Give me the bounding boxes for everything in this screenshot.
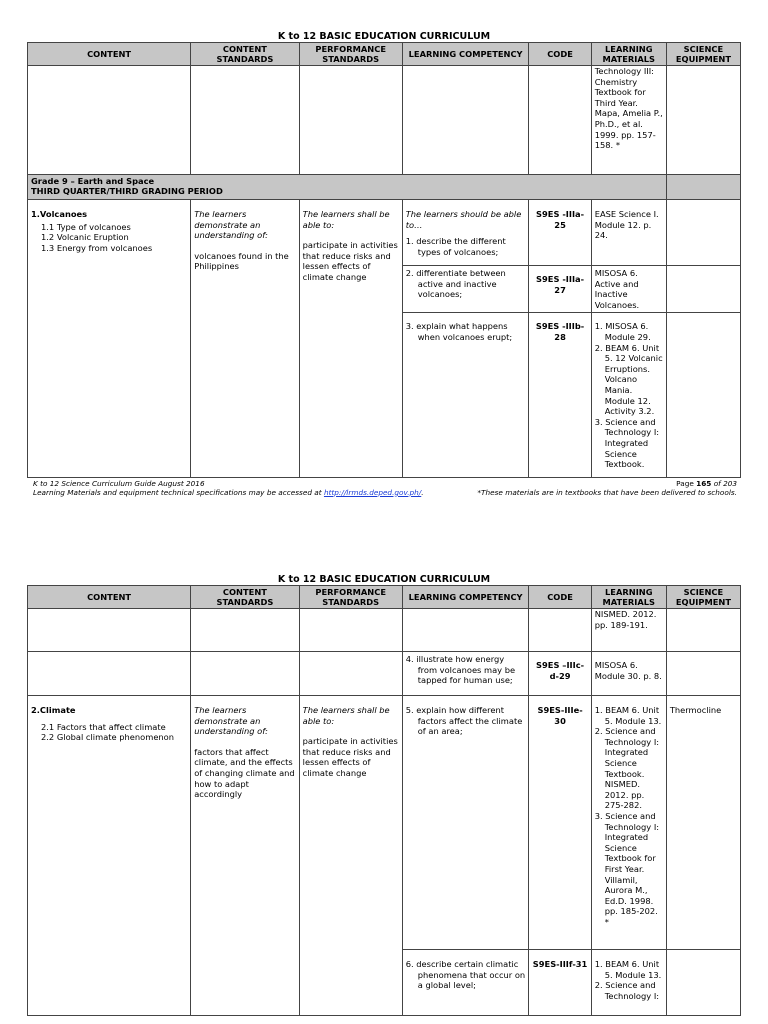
competency-text: 3. explain what happens when volcanoes erupt;	[405, 321, 513, 342]
code-cell: S9ES -IIIa-25	[529, 200, 591, 266]
table-row	[28, 200, 741, 266]
page-166	[27, 574, 741, 1016]
learning-materials-cell: EASE Science I. Module 12. p. 24.	[591, 200, 666, 266]
competency-text: 2. differentiate between active and inactive volcanoes;	[405, 268, 506, 300]
content-cell	[28, 696, 191, 1016]
learning-materials-cell	[591, 950, 666, 1016]
learning-materials-cell	[591, 696, 666, 950]
standards-text: volcanoes found in the Philippines	[194, 250, 289, 272]
code-cell: S9ES –IIIc-d-29	[529, 652, 591, 696]
header-science-equipment: SCIENCE EQUIPMENT	[666, 43, 740, 66]
quarter-label: THIRD QUARTER/THIRD GRADING PERIOD	[31, 186, 223, 196]
competency-text: 6. describe certain climatic phenomena that occur on a global level;	[405, 959, 526, 991]
table-row	[28, 66, 741, 175]
page-number: Page 165 of 203	[676, 479, 737, 488]
table-row	[28, 609, 741, 652]
code-cell: S9ES-IIIf-31	[529, 950, 591, 1016]
subtopic: 1.3 Energy from volcanoes	[41, 242, 153, 253]
material-item: 2. BEAM 6. Unit 5. 12 Volcanic Erruptions. Volcano Mania. Module 12. Activity 3.2.	[594, 342, 663, 417]
performance-standards-cell	[299, 200, 402, 478]
page-165	[27, 31, 741, 478]
learning-materials-cell: NISMED. 2012. pp. 189-191.	[591, 609, 666, 652]
performance-intro: The learners shall be able to:	[302, 705, 390, 726]
topic-title: 1.Volcanoes	[31, 209, 88, 219]
header-learning-materials: LEARNING MATERIALS	[591, 586, 666, 609]
code-cell: S9ES-IIIe-30	[529, 696, 591, 950]
content-standards-cell	[191, 696, 299, 1016]
performance-standards-cell	[299, 696, 402, 1016]
topic-title: 2.Climate	[31, 705, 76, 715]
page-footer	[33, 480, 737, 497]
competency-cell	[402, 950, 529, 1016]
curriculum-table	[27, 42, 741, 478]
table-header-row	[28, 43, 741, 66]
performance-intro: The learners shall be able to:	[302, 209, 390, 230]
code-cell: S9ES -IIIb-28	[529, 313, 591, 478]
footer-access-note: Learning Materials and equipment technical specifications may be accessed at http://lrmds.deped.gov.ph/.	[33, 487, 424, 497]
material-item: 2. Science and Technology I:	[594, 980, 660, 1001]
learning-materials-cell: MISOSA 6. Module 30. p. 8.	[591, 652, 666, 696]
header-performance-standards: PERFORMANCE STANDARDS	[299, 586, 402, 609]
performance-text: participate in activities that reduce risks and lessen effects of climate change	[302, 240, 398, 282]
content-standards-cell	[191, 200, 299, 478]
table-header-row	[28, 586, 741, 609]
material-item: 1. BEAM 6. Unit 5. Module 13.	[594, 705, 662, 726]
curriculum-table	[27, 585, 741, 1016]
subtopic-list	[31, 722, 187, 743]
performance-text: participate in activities that reduce risks and lessen effects of climate change	[302, 736, 398, 778]
competency-cell	[402, 652, 529, 696]
subtopic: 2.1 Factors that affect climate	[41, 721, 166, 732]
subtopic: 1.2 Volcanic Eruption	[41, 232, 129, 243]
standards-intro: The learners demonstrate an understanding of:	[194, 209, 268, 241]
subtopic-list	[31, 222, 187, 254]
document-title: K to 12 BASIC EDUCATION CURRICULUM	[277, 574, 491, 585]
section-heading	[28, 175, 667, 200]
lrmds-link[interactable]: http://lrmds.deped.gov.ph/	[323, 487, 422, 497]
competency-cell	[402, 696, 529, 950]
competency-intro: The learners should be able to…	[405, 209, 522, 230]
header-content: CONTENT	[28, 586, 191, 609]
table-row	[28, 652, 741, 696]
section-row	[28, 175, 741, 200]
competency-cell	[402, 266, 529, 313]
standards-text: factors that affect climate, and the effects of changing climate and how to adapt accordingly	[194, 746, 295, 800]
header-code: CODE	[529, 586, 591, 609]
standards-intro: The learners demonstrate an understanding of:	[194, 705, 268, 737]
header-code: CODE	[529, 43, 591, 66]
material-item: 1. MISOSA 6. Module 29.	[594, 321, 651, 342]
competency-text: 4. illustrate how energy from volcanoes may be tapped for human use;	[405, 654, 516, 686]
competency-cell	[402, 313, 529, 478]
material-item: 3. Science and Technology I: Integrated Science Textbook.	[594, 416, 660, 470]
learning-materials-cell: MISOSA 6. Active and Inactive Volcanoes.	[591, 266, 666, 313]
header-content-standards: CONTENT STANDARDS	[191, 586, 299, 609]
competency-text: 1. describe the different types of volcanoes;	[405, 236, 506, 257]
learning-materials-cell: Technology III: Chemistry Textbook for Third Year. Mapa, Amelia P., Ph.D., et al. 1999. pp. 157-158. *	[591, 66, 666, 175]
content-cell	[28, 200, 191, 478]
header-science-equipment: SCIENCE EQUIPMENT	[666, 586, 740, 609]
science-equipment-cell: Thermocline	[666, 696, 740, 950]
material-item: 1. BEAM 6. Unit 5. Module 13.	[594, 959, 662, 980]
delivery-note: *These materials are in textbooks that have been delivered to schools.	[477, 487, 737, 497]
material-item: 2. Science and Technology I: Integrated Science Textbook. NISMED. 2012. pp. 275-282.	[594, 726, 660, 811]
header-content-standards: CONTENT STANDARDS	[191, 43, 299, 66]
grade-label: Grade 9 – Earth and Space	[31, 176, 155, 186]
header-learning-materials: LEARNING MATERIALS	[591, 43, 666, 66]
subtopic: 1.1 Type of volcanoes	[41, 221, 131, 232]
subtopic: 2.2 Global climate phenomenon	[41, 732, 175, 743]
table-row	[28, 696, 741, 950]
competency-cell	[402, 200, 529, 266]
code-cell: S9ES -IIIa-27	[529, 266, 591, 313]
material-item: 3. Science and Technology I: Integrated Science Textbook for First Year. Villamil, Aurora M., Ed.D. 1998. pp. 185-202. *	[594, 810, 660, 927]
document-title: K to 12 BASIC EDUCATION CURRICULUM	[277, 31, 491, 42]
footer-guide-title: K to 12 Science Curriculum Guide August 2016	[33, 479, 205, 488]
footer-right	[477, 480, 737, 497]
learning-materials-cell	[591, 313, 666, 478]
header-learning-competency: LEARNING COMPETENCY	[402, 586, 529, 609]
header-learning-competency: LEARNING COMPETENCY	[402, 43, 529, 66]
header-content: CONTENT	[28, 43, 191, 66]
header-performance-standards: PERFORMANCE STANDARDS	[299, 43, 402, 66]
competency-text: 5. explain how different factors affect the climate of an area;	[405, 705, 523, 737]
